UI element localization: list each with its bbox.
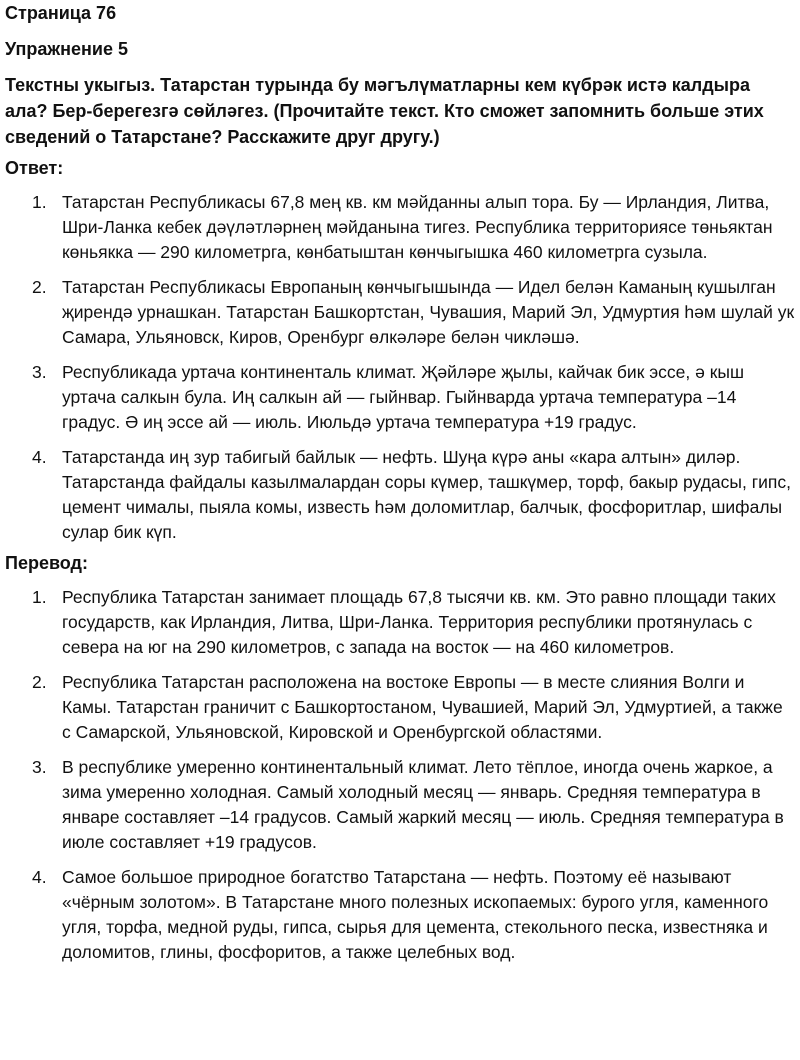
item-text: Татарстан Республикасы 67,8 мең кв. км мәйданны алып тора. Бу — Ирландия, Литва, Шри-Ланка кебек дәүләтләрнең мәйданына тигез. Республика территориясе төньяктан көньякка — 290 километрга, көнбатыштан көнчыгышка 460 километрга сузыла. (62, 192, 773, 262)
translation-item-2 (5, 670, 796, 745)
answer-item-1 (5, 190, 796, 265)
item-number: 3. (32, 362, 47, 382)
item-text: Татарстан Республикасы Европаның көнчыгышында — Идел белән Каманың кушылган җирендә урнашкан. Татарстан Башкортстан, Чувашия, Марий Эл, Удмуртия һәм шулай ук Самара, Ульяновск, Киров, Оренбург өлкәләре белән чикләшә. (62, 277, 795, 347)
translation-item-1 (5, 585, 796, 660)
translation-item-4 (5, 865, 796, 965)
answer-item-3 (5, 360, 796, 435)
answer-item-2 (5, 275, 796, 350)
item-number: 1. (32, 192, 47, 212)
item-number: 1. (32, 587, 47, 607)
item-text: Республикада уртача континенталь климат. Җәйләре җылы, кайчак бик эссе, ә кыш уртача салкын була. Иң салкын ай — гыйнвар. Гыйнварда уртача температура –14 градус. Ә иң эссе ай — июль. Июльдә уртача температура +19 градус. (62, 362, 744, 432)
item-number: 4. (32, 867, 47, 887)
item-number: 2. (32, 277, 47, 297)
item-text: Республика Татарстан расположена на востоке Европы — в месте слияния Волги и Камы. Татарстан граничит с Башкортостаном, Чувашией, Марий Эл, Удмуртией, а также с Самарской, Ульяновской, Кировской и Оренбургской областями. (62, 672, 783, 742)
item-number: 4. (32, 447, 47, 467)
item-text: Татарстанда иң зур табигый байлык — нефть. Шуңа күрә аны «кара алтын» диләр. Татарстанда файдалы казылмалардан соры күмер, ташкүмер, торф, бакыр рудасы, гипс, цемент чималы, пыяла комы, известь һәм доломитлар, балчык, фосфоритлар, шифалы сулар бик күп. (62, 447, 791, 542)
exercise-title: Упражнение 5 (5, 39, 128, 59)
translation-item-3 (5, 755, 796, 855)
translation-list (5, 585, 796, 965)
page-title: Страница 76 (5, 3, 117, 23)
item-number: 3. (32, 757, 47, 777)
item-text: Республика Татарстан занимает площадь 67,8 тысячи кв. км. Это равно площади таких государств, как Ирландия, Литва, Шри-Ланка. Территория республики протянулась с севера на юг на 290 километров, с запада на восток — на 460 километров. (62, 587, 776, 657)
answer-item-4 (5, 445, 796, 545)
answer-label: Ответ: (5, 158, 64, 178)
item-text: Самое большое природное богатство Татарстана — нефть. Поэтому её называют «чёрным золотом». В Татарстане много полезных ископаемых: бурого угля, каменного угля, торфа, медной руды, гипса, сырья для цемента, стекольного песка, известняка и доломитов, глины, фосфоритов, а также целебных вод. (62, 867, 769, 962)
item-text: В республике умеренно континентальный климат. Лето тёплое, иногда очень жаркое, а зима умеренно холодная. Самый холодный месяц — январь. Средняя температура в январе составляет –14 градусов. Самый жаркий месяц — июль. Средняя температура в июле составляет +19 градусов. (62, 757, 784, 852)
item-number: 2. (32, 672, 47, 692)
task-text: Текстны укыгыз. Татарстан турында бу мәгълүматларны кем күбрәк истә калдыра ала? Бер-берегезгә сөйләгез. (Прочитайте текст. Кто сможет запомнить больше этих сведений о Татарстане? Расскажите друг другу.) (5, 75, 764, 147)
translation-label: Перевод: (5, 553, 88, 573)
answer-list (5, 190, 796, 545)
